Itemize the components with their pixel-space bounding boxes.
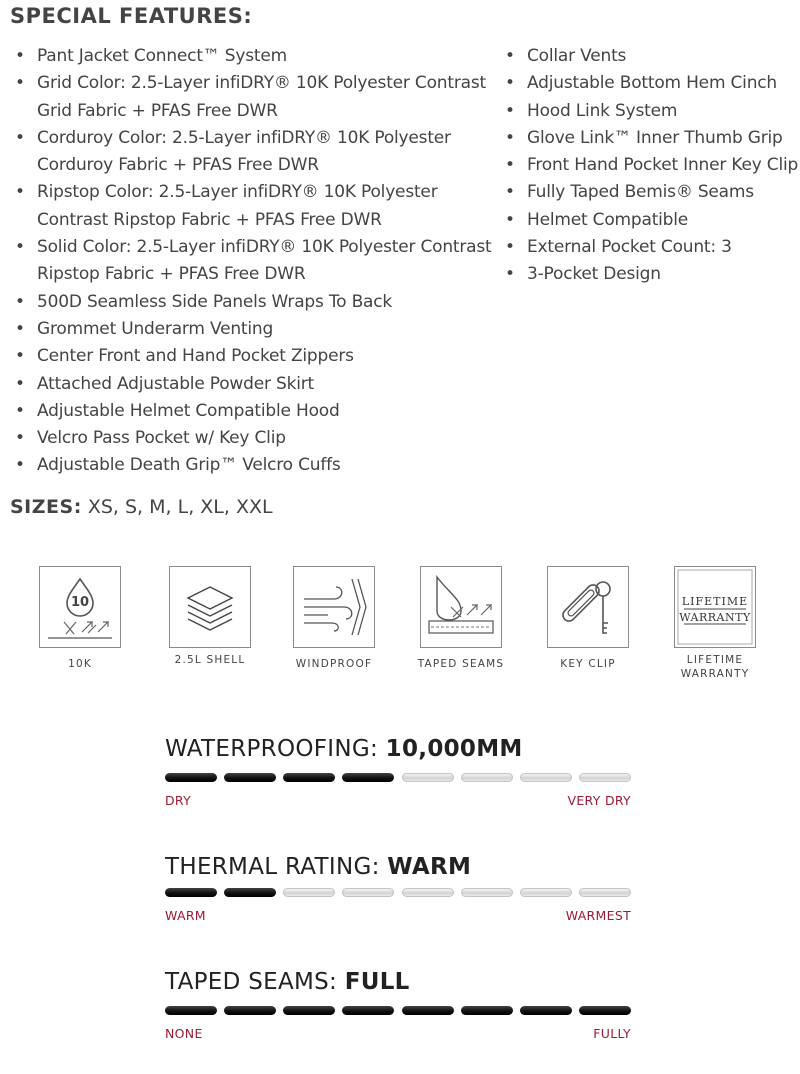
taped-seams-icon — [420, 566, 502, 648]
thermal-segment — [579, 888, 631, 897]
special-features-heading: SPECIAL FEATURES: — [10, 4, 253, 28]
feature-line: Corduroy Fabric + PFAS Free DWR — [37, 155, 319, 176]
feature-item: • Helmet Compatible — [505, 207, 800, 234]
thermal-segment — [224, 888, 276, 897]
10k-icon — [39, 566, 121, 648]
waterproofing-high-label: VERY DRY — [567, 793, 631, 808]
waterproofing-segment — [224, 773, 276, 782]
feature-line: • Grid Color: 2.5-Layer infiDRY® 10K Polyester Contrast — [37, 73, 486, 94]
feature-line: Grid Fabric + PFAS Free DWR — [37, 100, 278, 121]
lifetime-warranty-icon — [674, 566, 756, 648]
feature-line: • Grommet Underarm Venting — [37, 318, 274, 339]
taped-seams-segment — [579, 1006, 631, 1015]
thermal-segment — [402, 888, 454, 897]
sizes-label: SIZES: — [10, 496, 82, 518]
feature-item: • Front Hand Pocket Inner Key Clip — [505, 152, 800, 179]
taped-seams-segment — [520, 1006, 572, 1015]
thermal-segment — [520, 888, 572, 897]
thermal-high-label: WARMEST — [565, 908, 631, 923]
waterproofing-low-label: DRY — [165, 793, 192, 808]
thermal-segment — [283, 888, 335, 897]
feature-item — [15, 43, 500, 70]
shell-layers-icon — [169, 566, 251, 648]
taped-seams-label: TAPED SEAMS — [417, 658, 505, 670]
feature-line: Contrast Ripstop Fabric + PFAS Free DWR — [37, 209, 382, 230]
feature-line: • Ripstop Color: 2.5-Layer infiDRY® 10K Polyester — [37, 182, 438, 203]
feature-item: • 3-Pocket Design — [505, 261, 800, 288]
taped-seams-low-label: NONE — [165, 1026, 203, 1041]
feature-item — [15, 425, 500, 452]
feature-line: • Solid Color: 2.5-Layer infiDRY® 10K Polyester Contrast — [37, 237, 492, 258]
taped-seams-title — [165, 969, 410, 995]
feature-item: • Glove Link™ Inner Thumb Grip — [505, 125, 800, 152]
taped-seams-value: FULL — [344, 969, 410, 995]
windproof-icon — [293, 566, 375, 648]
thermal-segment — [165, 888, 217, 897]
key-clip-label: KEY CLIP — [560, 658, 616, 670]
feature-line: Ripstop Fabric + PFAS Free DWR — [37, 264, 306, 285]
feature-line: • Adjustable Death Grip™ Velcro Cuffs — [37, 455, 341, 476]
waterproofing-segment — [402, 773, 454, 782]
features-list-right — [505, 43, 800, 289]
taped-seams-high-label: FULLY — [593, 1026, 631, 1041]
feature-item — [15, 234, 500, 289]
waterproofing-bar — [165, 773, 631, 782]
taped-seams-segment — [165, 1006, 217, 1015]
feature-line: • Corduroy Color: 2.5-Layer infiDRY® 10K Polyester — [37, 127, 451, 148]
waterproofing-title — [165, 736, 523, 762]
feature-item — [15, 125, 500, 180]
waterproofing-segment — [283, 773, 335, 782]
warranty-badge-line1: LIFETIME — [681, 595, 749, 608]
sizes-value: XS, S, M, L, XL, XXL — [87, 496, 273, 518]
feature-item — [15, 179, 500, 234]
key-clip-icon — [547, 566, 629, 648]
feature-line: • Adjustable Helmet Compatible Hood — [37, 400, 340, 421]
taped-seams-segment — [342, 1006, 394, 1015]
10k-badge: 10 — [70, 595, 90, 610]
thermal-bar — [165, 888, 631, 897]
thermal-title — [165, 854, 471, 880]
waterproofing-segment — [520, 773, 572, 782]
taped-seams-segment — [402, 1006, 454, 1015]
waterproofing-segment — [579, 773, 631, 782]
10k-label: 10K — [68, 658, 92, 670]
thermal-segment — [342, 888, 394, 897]
thermal-segment — [461, 888, 513, 897]
waterproofing-segment — [461, 773, 513, 782]
feature-item: • Adjustable Bottom Hem Cinch — [505, 70, 800, 97]
features-list-left — [15, 43, 500, 480]
waterproofing-value: 10,000MM — [385, 736, 523, 762]
feature-item — [15, 371, 500, 398]
taped-seams-title-label: TAPED SEAMS: — [165, 969, 338, 995]
feature-item: • External Pocket Count: 3 — [505, 234, 800, 261]
thermal-title-label: THERMAL RATING: — [165, 854, 380, 880]
thermal-value: WARM — [387, 854, 472, 880]
lifetime-warranty-label: LIFETIME WARRANTY — [680, 654, 750, 680]
shell-label: 2.5L SHELL — [174, 654, 246, 666]
waterproofing-segment — [342, 773, 394, 782]
feature-item — [15, 70, 500, 125]
feature-item — [15, 316, 500, 343]
taped-seams-bar — [165, 1006, 631, 1015]
feature-line: • Attached Adjustable Powder Skirt — [37, 373, 314, 394]
waterproofing-title-label: WATERPROOFING: — [165, 736, 379, 762]
taped-seams-segment — [224, 1006, 276, 1015]
feature-item — [15, 452, 500, 479]
waterproofing-segment — [165, 773, 217, 782]
feature-item — [15, 343, 500, 370]
thermal-low-label: WARM — [165, 908, 206, 923]
feature-item: • Fully Taped Bemis® Seams — [505, 179, 800, 206]
feature-line: • Pant Jacket Connect™ System — [37, 46, 287, 66]
feature-line: • 500D Seamless Side Panels Wraps To Back — [37, 291, 393, 312]
feature-item — [15, 289, 500, 316]
feature-line: • Center Front and Hand Pocket Zippers — [37, 346, 354, 367]
feature-item: • Hood Link System — [505, 98, 800, 125]
sizes-line — [10, 496, 273, 518]
warranty-badge-line2: WARRANTY — [679, 611, 751, 624]
feature-line: • Velcro Pass Pocket w/ Key Clip — [37, 428, 286, 449]
feature-item — [15, 398, 500, 425]
feature-item: • Collar Vents — [505, 43, 800, 70]
taped-seams-segment — [461, 1006, 513, 1015]
windproof-label: WINDPROOF — [295, 658, 373, 670]
taped-seams-segment — [283, 1006, 335, 1015]
